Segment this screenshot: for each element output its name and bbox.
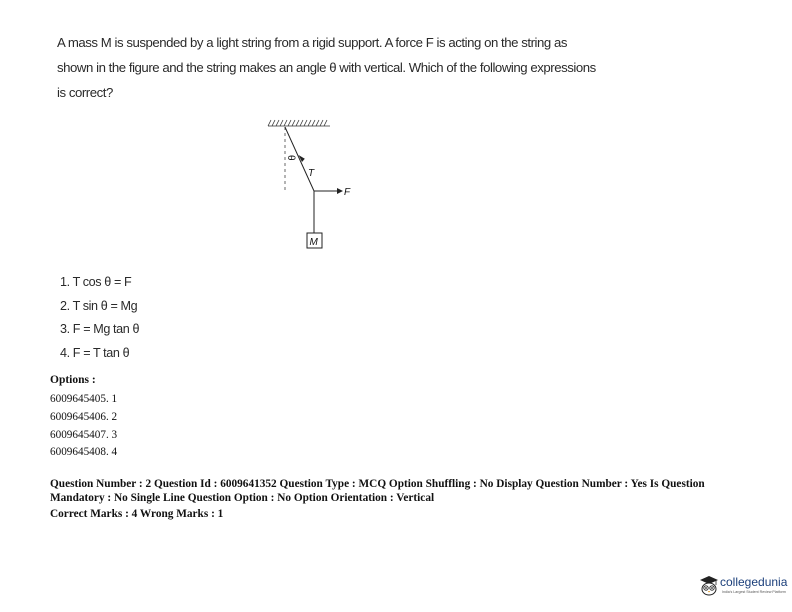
options-heading: Options : [50,374,96,386]
answer-choices [60,271,139,365]
logo-tagline: India's Largest Student Review Platform [722,590,786,594]
marks-info: Correct Marks : 4 Wrong Marks : 1 [50,508,224,520]
choice-item: 4. F = T tan θ [60,345,130,360]
force-label: F [344,187,351,198]
choice-item: 3. F = Mg tan θ [60,322,140,336]
mass-label: M [309,237,318,248]
pendulum-figure [262,115,362,255]
question-text [57,30,596,105]
graduate-owl-icon [698,574,720,596]
question-line: shown in the figure and the string makes an angle θ with vertical. Which of the following expressions [57,60,596,75]
option-id-item: 6009645407. 3 [50,428,118,441]
question-line: A mass M is suspended by a light string from a rigid support. A force F is acting on the string as [57,35,568,50]
pendulum-diagram [262,115,362,255]
question-metadata [50,477,760,505]
choice-item: 1. T cos θ = F [60,275,132,289]
option-id-list [50,391,117,462]
tension-label: T [308,168,315,179]
logo-wordmark: collegedunia [720,575,788,589]
metadata-line: Mandatory : No Single Line Question Option : No Option Orientation : Vertical [50,492,435,504]
option-id-item: 6009645405. 1 [50,393,118,405]
option-id-item: 6009645406. 2 [50,410,118,423]
question-line: is correct? [57,85,113,100]
choice-item: 2. T sin θ = Mg [60,298,138,313]
force-arrowhead [337,188,343,194]
angle-label: θ [285,155,296,161]
collegedunia-logo [698,572,792,600]
option-id-item: 6009645408. 4 [50,446,118,459]
metadata-line: Question Number : 2 Question Id : 6009641352 Question Type : MCQ Option Shuffling : No Display Question Number : Yes Is Question [50,478,705,490]
rigid-support [268,120,330,126]
